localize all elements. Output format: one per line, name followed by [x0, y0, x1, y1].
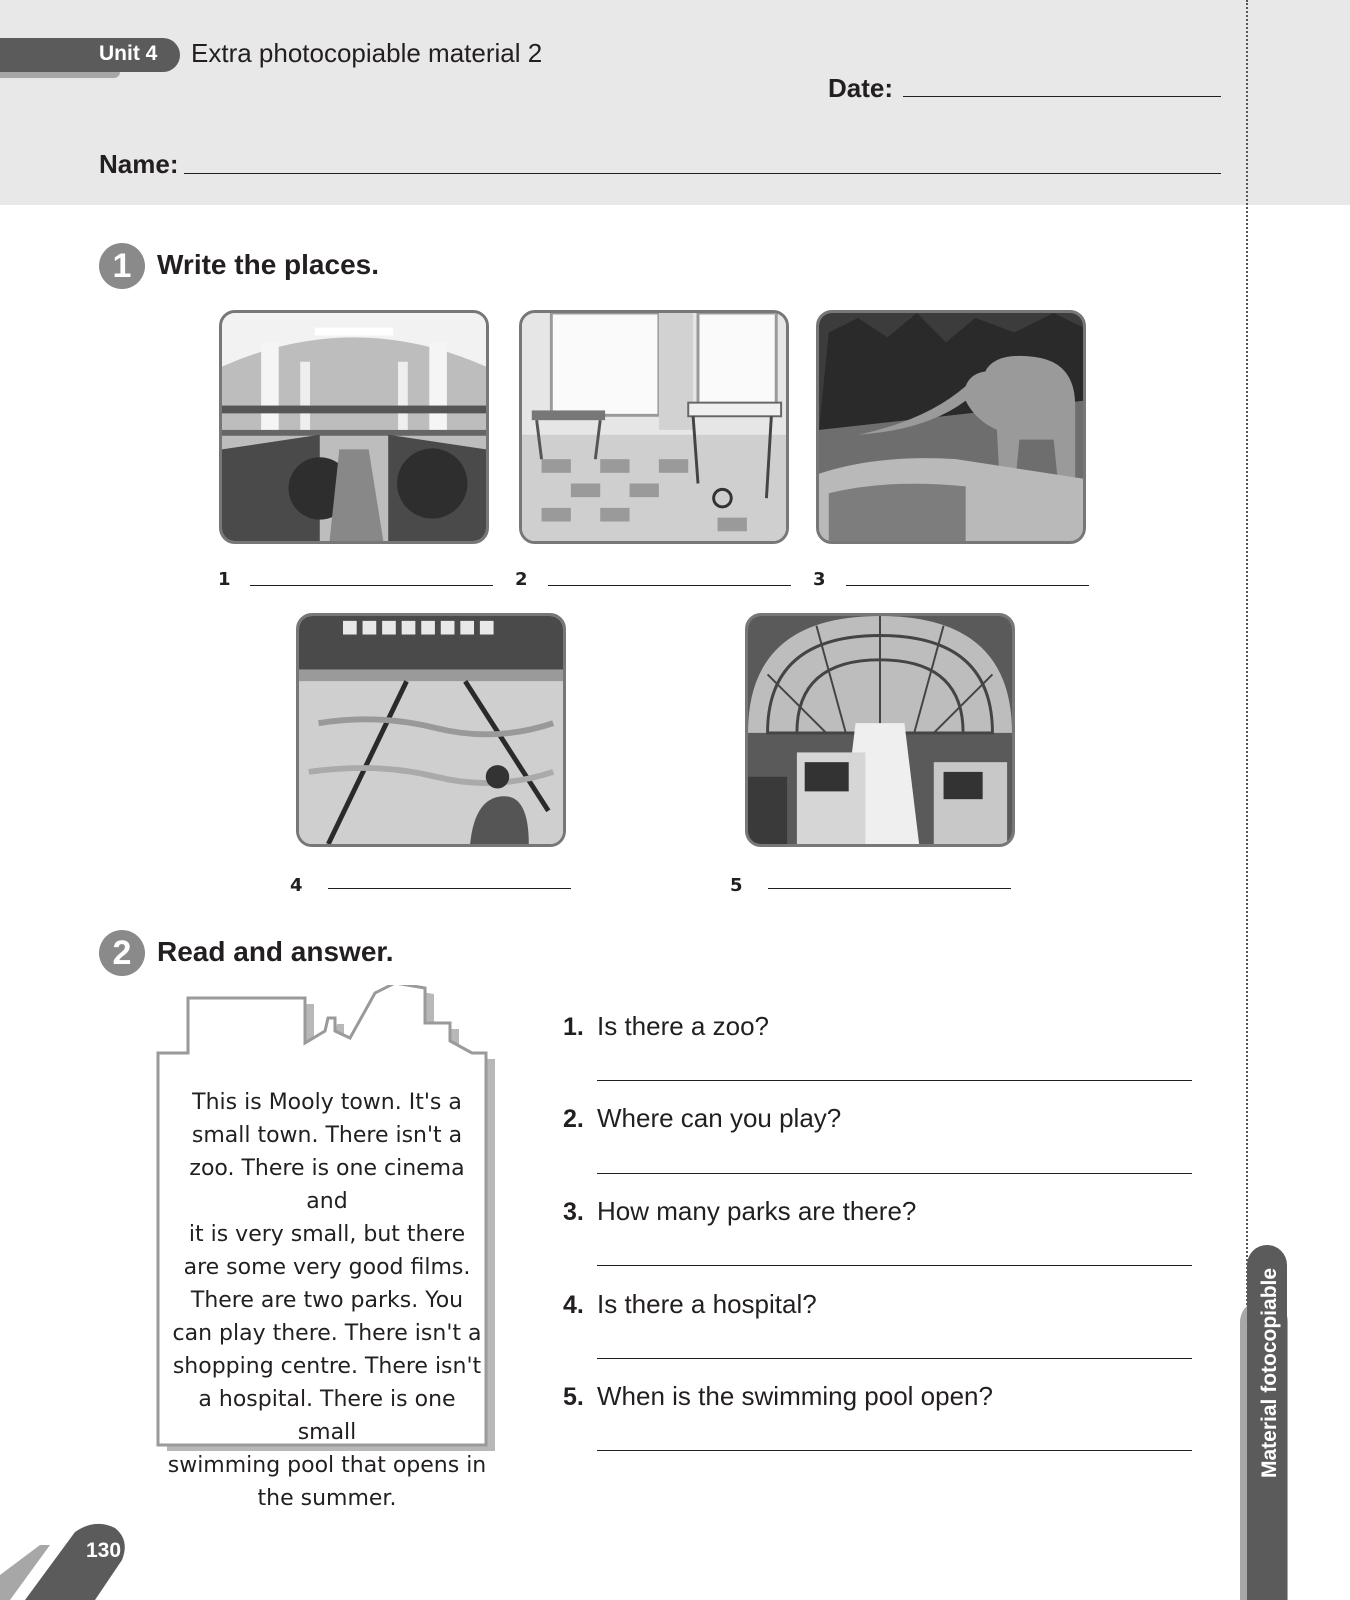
answer-line-2[interactable]	[548, 585, 791, 586]
exercise-2-title: Read and answer.	[157, 936, 394, 967]
story-line: swimming pool that opens in	[167, 1453, 487, 1478]
name-field[interactable]	[184, 173, 1221, 174]
story-line: zoo. There is one cinema and	[189, 1156, 465, 1214]
page-number: 130	[86, 1539, 122, 1562]
story-line: a hospital. There is one small	[198, 1387, 456, 1445]
page-title: Extra photocopiable material 2	[191, 38, 543, 68]
question-2-answer-line[interactable]	[597, 1173, 1192, 1174]
answer-line-5[interactable]	[768, 888, 1011, 889]
photo-shopping-centre	[219, 310, 489, 544]
story-line: There are two parks. You	[190, 1288, 464, 1313]
question-3-answer-line[interactable]	[597, 1265, 1192, 1266]
story-line: small town. There isn't a	[191, 1123, 463, 1148]
question-3-number: 3.	[563, 1198, 584, 1226]
story-line: the summer.	[257, 1486, 397, 1511]
question-2-text: Where can you play?	[597, 1103, 842, 1133]
story-line: This is Mooly town. It's a	[192, 1090, 462, 1115]
question-1-answer-line[interactable]	[597, 1080, 1192, 1081]
photo-train-station	[745, 613, 1015, 847]
exercise-1-number: 1	[99, 243, 145, 289]
question-2-number: 2.	[563, 1105, 584, 1133]
exercise-2-number: 2	[99, 930, 145, 976]
date-label: Date:	[828, 73, 894, 103]
picture-number-5: 5	[730, 875, 743, 896]
header-band	[0, 0, 1350, 205]
name-label: Name:	[99, 149, 179, 179]
question-5-number: 5.	[563, 1383, 584, 1411]
story-line: can play there. There isn't a	[172, 1321, 482, 1346]
photo-hospital	[519, 310, 789, 544]
answer-line-1[interactable]	[250, 585, 493, 586]
exercise-1-title: Write the places.	[157, 249, 380, 280]
answer-line-3[interactable]	[846, 585, 1089, 586]
picture-number-2: 2	[515, 569, 528, 590]
picture-number-3: 3	[813, 569, 826, 590]
question-5-answer-line[interactable]	[597, 1450, 1192, 1451]
picture-number-1: 1	[218, 569, 231, 590]
question-3-text: How many parks are there?	[597, 1196, 917, 1226]
question-5-text: When is the swimming pool open?	[597, 1381, 993, 1411]
picture-number-4: 4	[290, 875, 303, 896]
unit-label: Unit 4	[99, 42, 158, 65]
photo-zoo	[816, 310, 1086, 544]
question-1-number: 1.	[563, 1013, 584, 1041]
question-4-number: 4.	[563, 1291, 584, 1319]
story-line: it is very small, but there	[188, 1222, 466, 1247]
date-field[interactable]	[903, 96, 1221, 97]
question-1-text: Is there a zoo?	[597, 1011, 769, 1041]
question-4-text: Is there a hospital?	[597, 1289, 817, 1319]
margin-strip	[1248, 0, 1350, 205]
answer-line-4[interactable]	[328, 888, 571, 889]
story-text	[167, 1086, 487, 1515]
story-line: are some very good films.	[183, 1255, 471, 1280]
question-4-answer-line[interactable]	[597, 1358, 1192, 1359]
story-line: shopping centre. There isn't	[172, 1354, 482, 1379]
photo-swimming-pool	[296, 613, 566, 847]
side-tab-label: Material fotocopiable	[1258, 1267, 1281, 1478]
